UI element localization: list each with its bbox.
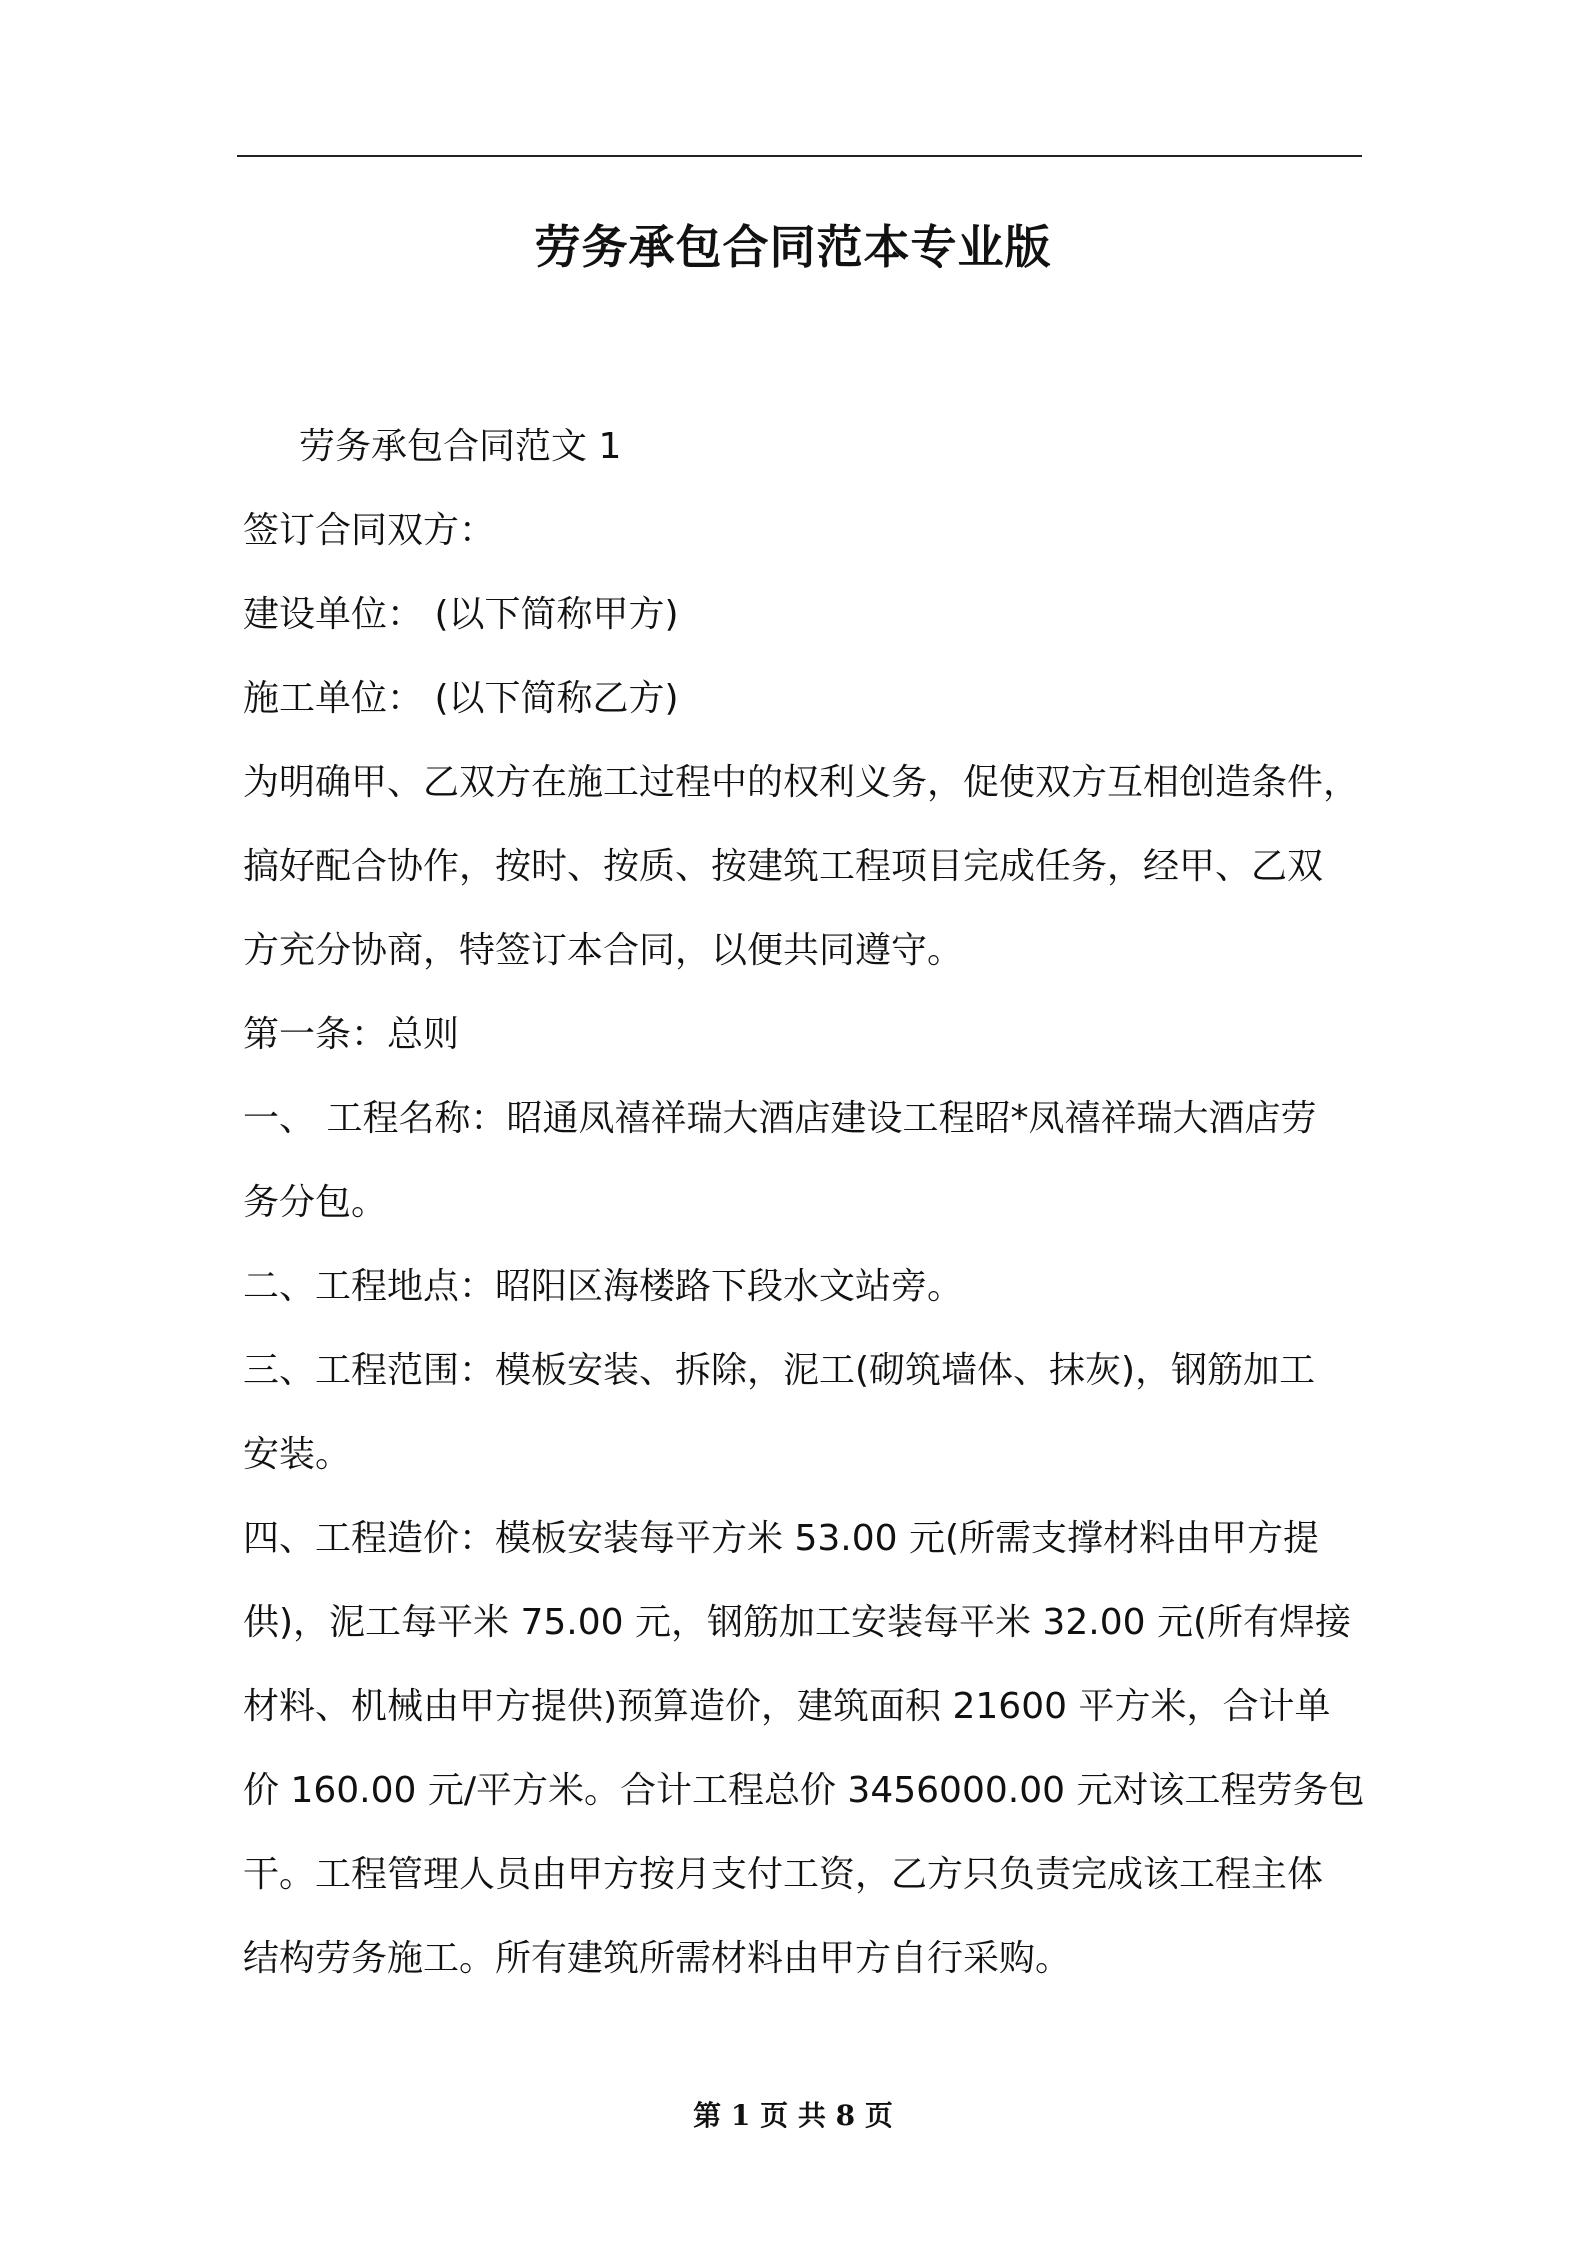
body-line: 务分包。	[243, 1182, 388, 1223]
body-line: 二、工程地点：昭阳区海楼路下段水文站旁。	[243, 1266, 964, 1307]
page-indicator: 第 1 页 共 8 页	[693, 2099, 893, 2132]
body-line: 价 160.00 元/平方米。合计工程总价 3456000.00 元对该工程劳务包	[243, 1770, 1365, 1811]
body-line: 为明确甲、乙双方在施工过程中的权利义务，促使双方互相创造条件，	[243, 762, 1360, 803]
body-line: 三、工程范围：模板安装、拆除，泥工(砌筑墙体、抹灰)，钢筋加工	[243, 1350, 1316, 1391]
body-line: 材料、机械由甲方提供)预算造价，建筑面积 21600 平方米，合计单	[243, 1686, 1331, 1727]
header-rule	[237, 155, 1362, 157]
body-line: 施工单位： (以下简称乙方)	[243, 678, 679, 719]
body-line: 结构劳务施工。所有建筑所需材料由甲方自行采购。	[243, 1938, 1072, 1979]
body-line: 搞好配合协作，按时、按质、按建筑工程项目完成任务，经甲、乙双	[243, 846, 1324, 887]
document-body	[243, 405, 1363, 2001]
body-line: 干。工程管理人员由甲方按月支付工资，乙方只负责完成该工程主体	[243, 1854, 1324, 1895]
body-line: 安装。	[243, 1434, 352, 1475]
body-line: 一、 工程名称：昭通凤禧祥瑞大酒店建设工程昭*凤禧祥瑞大酒店劳	[243, 1098, 1317, 1139]
article-heading: 第一条：总则	[243, 1014, 460, 1055]
body-line: 签订合同双方：	[243, 510, 496, 551]
body-line: 方充分协商，特签订本合同，以便共同遵守。	[243, 930, 964, 971]
body-line: 供)，泥工每平米 75.00 元，钢筋加工安装每平米 32.00 元(所有焊接	[243, 1602, 1351, 1643]
body-line: 建设单位： (以下简称甲方)	[243, 594, 679, 635]
section-heading: 劳务承包合同范文 1	[299, 426, 622, 467]
body-line: 四、工程造价：模板安装每平方米 53.00 元(所需支撑材料由甲方提	[243, 1518, 1319, 1559]
document-title: 劳务承包合同范本专业版	[534, 220, 1052, 274]
